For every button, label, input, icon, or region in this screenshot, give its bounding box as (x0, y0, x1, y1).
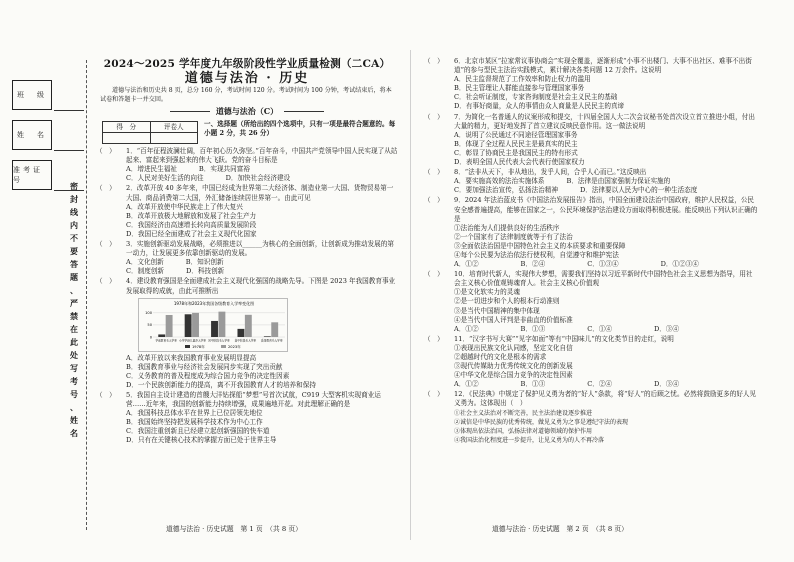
option-item[interactable]: A．我国科技总体水平在世界上已位居领先地位 (126, 409, 263, 418)
question-stem-row (424, 196, 758, 223)
option-item[interactable]: ①社会主义法治对不断完善，民主法治建设逐步推进 (454, 409, 593, 417)
exam-notice: 道德与法治和历史共 8 页，总分 160 分，考试时间 120 分。考试时间为 100 分钟，考试结束后，将本试卷和答题卡一并交回。 (100, 87, 392, 103)
chart-bar (271, 322, 278, 337)
option-item[interactable]: B．改革开放极大地解放和发展了社会生产力 (126, 211, 257, 220)
seal-warning-char: 封 (70, 194, 78, 204)
question-stem: 12．《民法典》中规定了保护见义勇为者的“好人”条款，将“好人”的后顾之忧。必然将鼓励更多的好人见义勇为。这体现出（ ） (454, 390, 757, 408)
seal-warning-char: 在 (70, 324, 78, 334)
option-item[interactable]: ②诚信是中华民族的优秀传统，做见义勇为之事是遵纪守法的表现 (454, 418, 629, 426)
question-item (96, 391, 398, 446)
option-item[interactable]: C．我国注重创新且已经建立起创新强国的快车道 (126, 427, 270, 436)
option-item[interactable]: ②一个国家有了法律制度就等于有了法治 (454, 232, 573, 241)
option-item[interactable]: ④中华文化是综合国力竞争的决定性因素 (454, 371, 573, 380)
page-two-footer: 道德与法治 · 历史试题 第 2 页 （共 8 页） (492, 525, 628, 533)
page-divider (410, 50, 411, 540)
question-item (424, 57, 758, 112)
seal-warning-char: 题 (70, 272, 78, 282)
question-item (96, 184, 398, 239)
question-stem: 2．改革开放 40 多年来，中国已经成为世界第二大经济体、制造业第一大国、货物贸易第一大国、商品消费第二大国，外汇储备连续居世界第一。由此可见 (126, 184, 394, 202)
answer-bracket[interactable]: （ ） (96, 147, 116, 156)
answer-bracket[interactable]: （ ） (424, 57, 444, 65)
answer-choice[interactable]: B．②④ (520, 260, 546, 269)
seal-warning-char: 答 (70, 259, 78, 269)
chart-category-label: 高中阶段毛入学率 (234, 338, 257, 343)
grader-header: 评卷人 (150, 122, 198, 133)
answer-choice[interactable]: B．①③ (520, 380, 546, 389)
option-row (96, 267, 398, 276)
option-row (96, 174, 398, 183)
chart-legend-label: 2023年 (228, 344, 241, 349)
chart-bar (166, 315, 173, 337)
right-question-list (424, 57, 758, 445)
answer-choice[interactable]: D．③④ (654, 380, 680, 389)
chart-category-label: 高等教育毛入学率 (261, 338, 283, 343)
seal-warning-char: 线 (70, 207, 78, 217)
option-item[interactable]: C．要加强法治宣传，弘扬法治精神 (454, 186, 558, 195)
answer-bracket[interactable]: （ ） (96, 184, 116, 193)
class-label: 班 级 (12, 80, 52, 110)
seal-warning-char: 名 (70, 428, 78, 438)
seal-warning-char: 号 (70, 389, 78, 399)
option-item[interactable]: ③体现出依法治国，弘扬法律对道德领域的保护作用 (454, 427, 593, 435)
option-item[interactable]: ②是一切进步和个人的根本行动准则 (454, 297, 560, 306)
answer-bracket[interactable]: （ ） (424, 196, 444, 205)
option-row (424, 186, 758, 195)
question-stem-row (96, 184, 398, 202)
answer-choice-row (424, 380, 758, 389)
option-item[interactable]: ④每个公民要为法治依法行使权利，自觉遵守和维护宪法 (454, 250, 619, 259)
question-item (424, 270, 758, 334)
section-title: 道德与法治（C） (215, 106, 279, 116)
answer-bracket[interactable]: （ ） (96, 390, 116, 399)
option-item[interactable]: ④是当代中国人评判是非曲直的价值标准 (454, 315, 573, 324)
chart-bar (245, 314, 252, 336)
question-stem-row (424, 113, 758, 131)
left-question-list (96, 147, 398, 445)
option-row (424, 177, 758, 186)
option-item[interactable]: ①法治能为人们提供良好的生活秩序 (454, 223, 560, 232)
grader-cell[interactable] (150, 133, 198, 144)
chart-title: 1978年和2023年我国各级教育入学率变化图 (173, 300, 255, 306)
option-item[interactable]: C．制度创新 (126, 267, 165, 276)
seal-warning-char: 写 (70, 363, 78, 373)
option-item[interactable]: D．加快社会经济建设 (225, 174, 291, 183)
option-item[interactable]: A．说明了公民通过不同途径管理国家事务 (454, 130, 578, 139)
option-item[interactable]: D．科技创新 (186, 267, 225, 276)
page-one-footer: 道德与法治 · 历史试题 第 1 页 （共 8 页） (166, 525, 302, 533)
option-item[interactable]: ③全面依法治国是中国特色社会主义的本质要求和重要保障 (454, 241, 626, 250)
chart-bar (211, 321, 218, 337)
question-stem-row (424, 270, 758, 288)
option-item[interactable]: ②超越时代的文化是根本的需求 (454, 353, 547, 361)
seal-warning-char: 此 (70, 337, 78, 347)
question-stem: 7．为简化一名普通人的议案形成和提交，十四届全国人大二次会议秘书处首次设立首立推进小组，付出大量的精力，更好地发挥了首立建议反映民意作用。这一做法说明 (454, 112, 755, 130)
chart-y-tick: 100 (145, 310, 152, 315)
answer-choice[interactable]: C．①③④ (587, 260, 619, 269)
answer-choice-row (424, 325, 758, 334)
answer-choice[interactable]: A．①② (454, 260, 479, 269)
question-item (96, 240, 398, 276)
question-item (96, 277, 398, 390)
answer-bracket[interactable]: （ ） (424, 112, 444, 121)
chart-legend-swatch (185, 345, 190, 348)
question-stem: 9．2024 年法治蓝皮书《中国法治发展报告》指出，中国全面建设法治中国政府，维护人民权益，公民安全感普遍提高，能够在国家之一，公民环境保护法治建设方面取得积极进展。能反映出下列认识正确的是 (454, 196, 758, 223)
score-header: 得 分 (103, 122, 151, 133)
seal-warning-char: 姓 (70, 415, 78, 425)
answer-choice[interactable]: C．①④ (587, 324, 613, 333)
exam-id-label: 准考证号 (12, 160, 52, 190)
question-item (96, 147, 398, 183)
answer-choice[interactable]: D．①②③④ (660, 260, 699, 269)
question-stem-row (96, 277, 398, 295)
answer-choice-row (424, 260, 758, 269)
question-stem: 6．北京市某区“拉家常议事协商会”实现全覆盖，逐渐形成“小事不出楼门、大事不出社区、难事不出街道”的参与型民主法治实践模式，累计解决各类问题 12 万余件。这说明 (454, 57, 752, 75)
chart-category-label: 初中阶段毛入学率 (208, 338, 230, 343)
page-one (96, 56, 398, 446)
answer-bracket[interactable]: （ ） (424, 270, 444, 279)
option-item[interactable]: C．彰显了协商民主是我国民主的特有形式 (454, 148, 578, 157)
option-item[interactable]: B．知识创新 (185, 258, 224, 267)
seal-line (86, 60, 87, 530)
question-stem: 11．“汉字书写大赛”“见字如面”等有“中国味儿”的文化类节目的走红，说明 (454, 334, 674, 343)
answer-bracket[interactable]: （ ） (424, 334, 444, 343)
chart-svg (139, 299, 289, 353)
question-stem: 1．“百年征程波澜壮阔，百年初心历久弥坚。”百年奋斗，中国共产党领导中国人民实现了从站起来、富起来到强起来的伟大飞跃。党的奋斗目标是 (126, 147, 398, 165)
option-item[interactable]: B．民主管理让人群能直接参与管理国家事务 (454, 84, 585, 93)
option-item[interactable]: B．法律是由国家强制力保证实施的 (566, 177, 671, 186)
option-item[interactable]: A．改革开放以来我国教育事业发展明显提高 (126, 353, 257, 362)
chart-bar (264, 336, 271, 337)
section-heading (96, 107, 398, 116)
name-label: 姓 名 (12, 120, 52, 150)
seal-warning-char: 处 (70, 350, 78, 360)
option-item[interactable]: D．表明全国人民代表大会代表行使国家权力 (454, 158, 585, 167)
option-item[interactable]: D．有事好商量，众人的事情由众人商量是人民民主的真谛 (454, 102, 625, 111)
answer-choice[interactable]: A．①② (454, 380, 479, 389)
score-table (102, 121, 198, 144)
chart-bar (218, 311, 225, 336)
question-stem: 5．我国自主设计建造的首艘大洋钻探船“梦想”号首次试航，C919 大型客机实现商业运营……近年来，我国的创新能力持续增强，成果遍地开花。对此理解正确的是 (126, 390, 381, 409)
option-row (96, 165, 398, 174)
chart-legend-swatch (221, 345, 226, 348)
chart-y-tick: 50 (147, 322, 152, 327)
option-item[interactable]: B．我国始终坚持把发展科学技术作为中心工作 (126, 418, 263, 427)
enrollment-chart (138, 298, 288, 352)
answer-bracket[interactable]: （ ） (424, 390, 444, 399)
option-item[interactable]: B．我国教育事业与经济社会发展同步实现了突出贡献 (126, 362, 283, 371)
question-stem: 8．“法非从天下，非从地出，发乎人间，合乎人心而已。”这反映出 (454, 168, 647, 177)
answer-bracket[interactable]: （ ） (424, 168, 444, 177)
option-item[interactable]: ③是当代中国精神的集中体现 (454, 306, 540, 315)
chart-bar (185, 314, 192, 337)
seal-warning-char: 禁 (70, 311, 78, 321)
question-stem-row (424, 57, 758, 75)
exam-subject: 道德与法治 · 历史 (184, 71, 310, 87)
answer-bracket[interactable]: （ ） (96, 277, 116, 286)
question-item (424, 390, 758, 445)
option-item[interactable]: A．要实施高效的法治实施体系 (454, 177, 545, 186)
answer-choice[interactable]: B．①③ (520, 324, 546, 333)
chart-bar (237, 328, 244, 336)
option-row (96, 258, 398, 267)
exam-title: 2024～2025 学年度九年级阶段性学业质量检测（二CA） (103, 58, 391, 70)
score-cell[interactable] (103, 133, 151, 144)
question-item (424, 168, 758, 195)
question-stem-row (96, 147, 398, 165)
option-item[interactable]: C．我国经济由高速增长转向高质量发展阶段 (126, 220, 257, 229)
question-stem-row (424, 390, 758, 408)
question-stem-row (424, 335, 758, 344)
option-item[interactable]: A．增进民生福祉 (126, 165, 177, 174)
seal-warning-char: 、 (70, 285, 78, 295)
seal-warning-char: 密 (70, 181, 78, 191)
option-item[interactable]: A．文化创新 (126, 258, 164, 267)
option-item[interactable]: B．体现了全过程人民民主是最真实的民主 (454, 139, 578, 148)
answer-choice[interactable]: C．②④ (587, 380, 613, 389)
seal-warning (68, 180, 80, 440)
question-item (424, 113, 758, 168)
seal-warning-char: 考 (70, 376, 78, 386)
question-stem-row (96, 240, 398, 258)
seal-warning-char: 严 (70, 298, 78, 308)
class-field[interactable] (54, 110, 84, 111)
chart-category-label: 学前教育毛入学率 (155, 338, 177, 343)
chart-bar (158, 334, 165, 337)
answer-choice[interactable]: D．③④ (654, 324, 680, 333)
option-item[interactable]: ③现代传媒助力优秀传统文化的创新发展 (454, 362, 573, 371)
option-item[interactable]: C．义务教育的普及程度成为综合国力竞争的决定性因素 (126, 371, 290, 380)
question-stem: 3．实施创新驱动发展战略，必须推进以______为核心的全面创新，让创新成为推动发展的第一动力，让发展更多依靠创新驱动的发展。 (126, 240, 394, 258)
question-stem-row (96, 391, 398, 409)
binding-margin (6, 60, 88, 530)
option-item[interactable]: D．法律要以人民为中心的一种生活态度 (579, 186, 698, 195)
chart-bar (192, 312, 199, 336)
option-item[interactable]: A．改革开放使中华民族走上了伟大复兴 (126, 202, 243, 211)
option-item[interactable]: ①是文化软实力的灵魂 (454, 288, 520, 297)
name-field[interactable] (54, 150, 84, 151)
chart-category-label: 小学学龄儿童净入学率 (179, 338, 207, 343)
option-item[interactable]: A．民主监督规范了工作效率和防止权力的滥用 (454, 75, 591, 84)
option-item[interactable]: ①表现出民族文化认同感，坚定文化自信 (454, 343, 573, 352)
seal-warning-char: 不 (70, 233, 78, 243)
seal-warning-char: 、 (70, 402, 78, 412)
option-item[interactable]: B．实现共同富裕 (198, 165, 250, 174)
option-item[interactable]: D．只有在关键核心技术的掌握方面已处于世界主导 (126, 436, 277, 445)
page-two (424, 56, 758, 445)
question-stem-row (424, 168, 758, 177)
question-stem: 10．培育时代新人，实现伟大梦想，需要我们坚持以习近平新时代中国特色社会主义思想为指导，用社会主义核心价值观铸魂育人。社会主义核心价值观 (454, 270, 753, 288)
option-item[interactable]: D．我国已经全面建成了社会主义现代化国家 (126, 229, 257, 238)
seal-warning-char: 要 (70, 246, 78, 256)
chart-legend-label: 1978年 (192, 344, 205, 349)
question-item (424, 196, 758, 269)
question-stem: 4．建设教育强国是全面建成社会主义现代化强国的战略先导。下图是 2023 年我国教育事业发展取得的成就，由此可推断出 (126, 277, 396, 295)
question-item (424, 335, 758, 390)
part-one-title: 一、选择题（所给出的四个选项中，只有一项是最符合题意的。每小题 2 分，共 26 分） (204, 120, 396, 138)
option-item[interactable]: C．社会听证制度，专家咨询制度是社会主义民主的基础 (454, 93, 618, 102)
option-item[interactable]: C．人民对美好生活的向往 (126, 174, 204, 183)
chart-y-tick: 0 (149, 334, 152, 339)
option-item[interactable]: ④我国法治化程度进一步提升，让见义勇为的人不再冷落 (454, 436, 605, 444)
answer-bracket[interactable]: （ ） (96, 240, 116, 249)
option-item[interactable]: D．一个民族创新能力的提高，离不开我国教育人才的培养和保持 (126, 380, 316, 389)
seal-warning-char: 内 (70, 220, 78, 230)
answer-choice[interactable]: A．①② (454, 324, 479, 333)
